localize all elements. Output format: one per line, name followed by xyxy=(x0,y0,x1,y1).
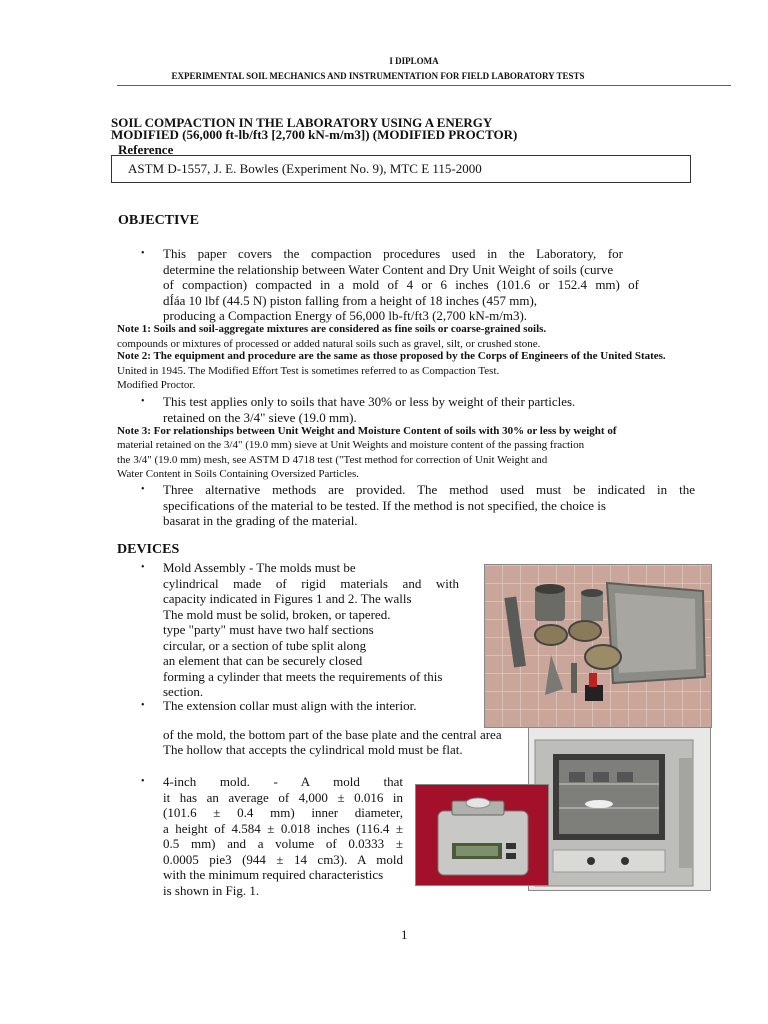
header-diploma: I DIPLOMA xyxy=(389,56,439,66)
objective-paragraph-1: This paper covers the compaction procedures used in the Laboratory, for determine the relationship between Water Content and Dry Unit Weight of soils (curve of compaction) compacted in a mold of 4 or 6 inches (101.6 or 152.4 mm) of dÍáa 10 lbf (44.5 N) piston falling from a height of 18 inches (457 mm), producing a Compaction Energy of 56,000 lb-ft/ft3 (2,700 kN-m/m3). xyxy=(163,246,639,323)
bullet-icon: • xyxy=(141,248,145,259)
devices-paragraph-1: Mold Assembly - The molds must be cylindrical made of rigid materials and with capacity indicated in Figures 1 and 2. The walls The mold must be solid, broken, or tapered. type "party" must have two half sections circular, or a section of tube split along an element that can be securely closed forming a cylinder that meets the requirements of this section. xyxy=(163,560,459,699)
objective-heading: OBJECTIVE xyxy=(118,213,199,228)
objective-paragraph-2: This test applies only to soils that have 30% or less by weight of their particles. retained on the 3/4" sieve (19.0 mm). xyxy=(163,394,576,425)
bullet-icon: • xyxy=(141,396,145,407)
devices-heading: DEVICES xyxy=(117,542,180,557)
equipment-photo-image xyxy=(485,565,711,727)
bullet-icon: • xyxy=(141,562,145,573)
header-subtitle: EXPERIMENTAL SOIL MECHANICS AND INSTRUMENTATION FOR FIELD LABORATORY TESTS xyxy=(171,71,585,81)
page-number: 1 xyxy=(401,927,408,942)
devices-continued-2: The hollow that accepts the cylindrical mold must be flat. xyxy=(163,742,463,757)
note-3-continued: material retained on the 3/4" (19.0 mm) sieve at Unit Weights and moisture content of the passing fraction the 3/4" (19.0 mm) mesh, see ASTM D 4718 test ("Test method for correction of Unit Weight and Water Content in Soils Containing Oversized Particles. xyxy=(117,439,585,480)
devices-paragraph-3: 4-inch mold. - A mold that it has an average of 4,000 ± 0.016 in (101.6 ± 0.4 mm) inner diameter, a height of 4.584 ± 0.018 inches (116.4 ± 0.5 mm) and a volume of 0.0333 ± 0.0005 pie3 (944 ± 14 cm3). A mold with the minimum required characteristics is shown in Fig. 1. xyxy=(163,774,403,898)
scale-photo-image xyxy=(416,785,548,885)
bullet-icon: • xyxy=(141,776,145,787)
scale-photo xyxy=(415,784,549,886)
note-2-continued-1: United in 1945. The Modified Effort Test is sometimes referred to as Compaction Test. xyxy=(117,365,500,377)
bullet-icon: • xyxy=(141,700,145,711)
note-2: Note 2: The equipment and procedure are the same as those proposed by the Corps of Engineers of the United States. xyxy=(117,350,666,362)
reference-box xyxy=(111,155,691,183)
title-line-2: MODIFIED (56,000 ft-lb/ft3 [2,700 kN-m/m3]) (MODIFIED PROCTOR) xyxy=(111,127,518,142)
oven-photo xyxy=(528,727,711,891)
oven-photo-image xyxy=(529,728,710,890)
bullet-icon: • xyxy=(141,484,145,495)
note-3: Note 3: For relationships between Unit Weight and Moisture Content of soils with 30% or less by weight of xyxy=(117,425,617,437)
title-line-1: SOIL COMPACTION IN THE LABORATORY USING A ENERGY xyxy=(111,115,493,130)
header-rule xyxy=(117,85,731,86)
note-1-continued: compounds or mixtures of processed or added natural soils such as gravel, silt, or crushed stone. xyxy=(117,338,541,350)
equipment-photo xyxy=(484,564,712,728)
devices-continued-1: of the mold, the bottom part of the base plate and the central area xyxy=(163,727,502,742)
reference-text: ASTM D-1557, J. E. Bowles (Experiment No. 9), MTC E 115-2000 xyxy=(128,161,482,176)
reference-label: Reference xyxy=(118,142,174,157)
devices-paragraph-2: The extension collar must align with the interior. xyxy=(163,698,417,713)
note-1: Note 1: Soils and soil-aggregate mixtures are considered as fine soils or coarse-grained soils. xyxy=(117,323,547,335)
note-2-continued-2: Modified Proctor. xyxy=(117,379,196,391)
objective-paragraph-3: Three alternative methods are provided. The method used must be indicated in the specifications of the material to be tested. If the method is not specified, the choice is basarat in the grading of the material. xyxy=(163,482,695,528)
